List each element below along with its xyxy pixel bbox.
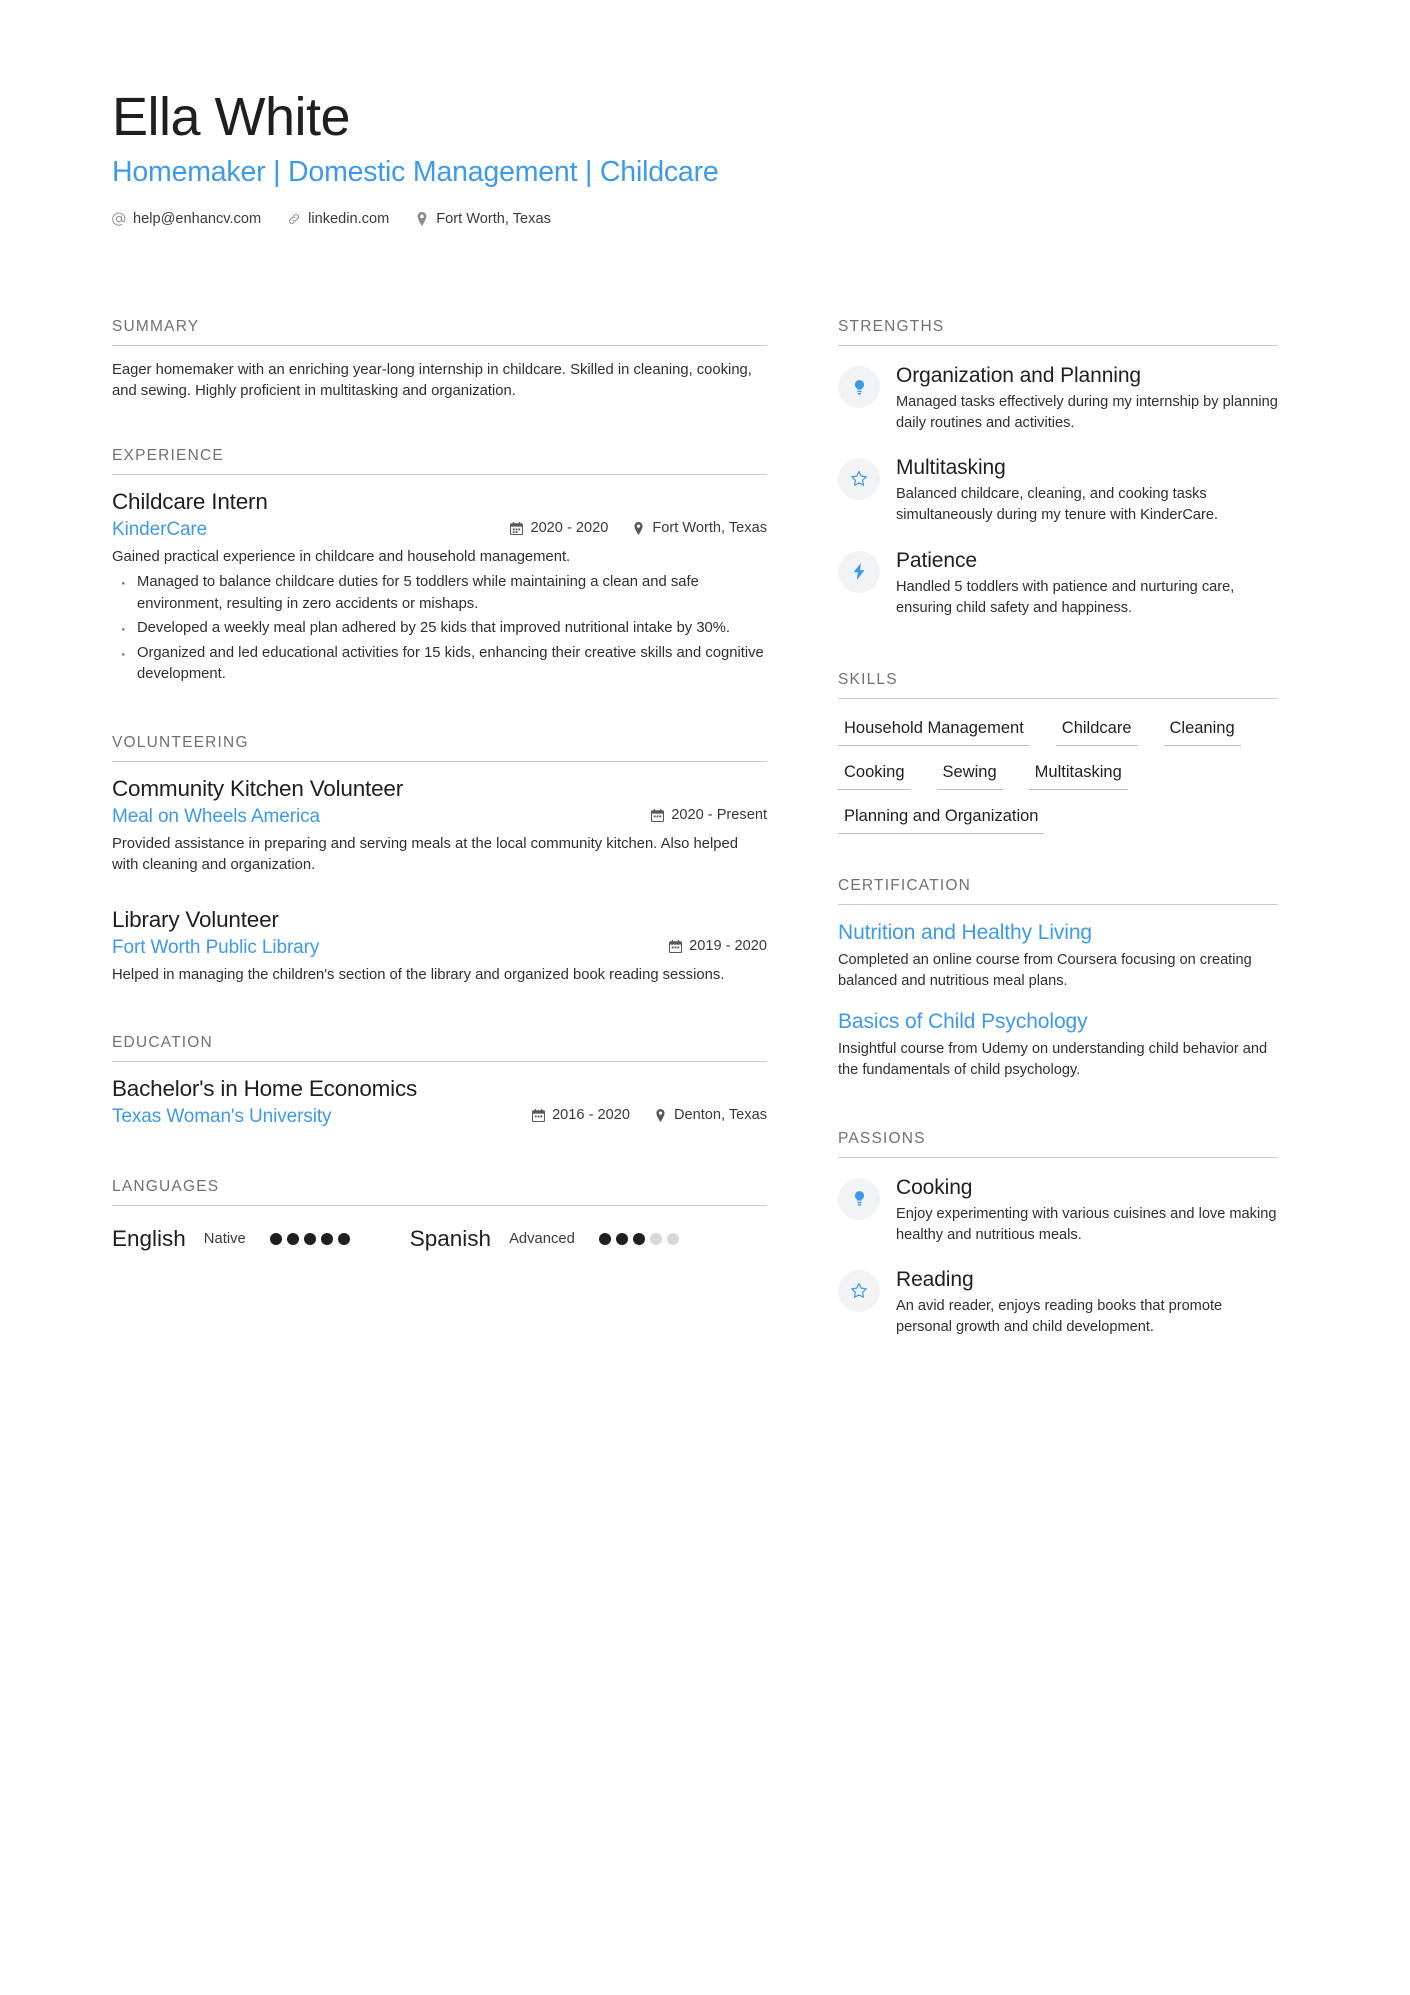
- contact-list: [112, 211, 1292, 227]
- strength-text: Balanced childcare, cleaning, and cooking tasks simultaneously during my tenure with KinderCare.: [896, 486, 1219, 524]
- experience-meta: [112, 519, 767, 541]
- passion-text: An avid reader, enjoys reading books that promote personal growth and child development.: [896, 1297, 1223, 1336]
- language-level: Native: [203, 1230, 246, 1247]
- education-date: [532, 1107, 630, 1123]
- volunteering-date: [651, 807, 767, 823]
- experience-organization[interactable]: KinderCare: [112, 518, 208, 540]
- skill-chip: Household Management: [838, 715, 1030, 746]
- education-meta: [112, 1106, 767, 1128]
- bulb-icon: [838, 1178, 880, 1220]
- language-item: [410, 1226, 679, 1252]
- skill-chip: Cleaning: [1164, 715, 1241, 746]
- resume-header: [112, 88, 1292, 227]
- section-education: [112, 1034, 767, 1128]
- rating-dot: [338, 1233, 350, 1245]
- certification-title[interactable]: Nutrition and Healthy Living: [838, 920, 1093, 944]
- experience-role: Childcare Intern: [112, 488, 268, 514]
- experience-bullets: [112, 572, 767, 685]
- candidate-headline: Homemaker | Domestic Management | Childcare: [112, 156, 719, 189]
- list-item: · Managed to balance childcare duties for 5 toddlers while maintaining a clean and safe environment, resulting in zero accidents or mishaps.: [112, 572, 767, 615]
- passion-title: Cooking: [896, 1175, 973, 1199]
- contact-email-text: help@enhancv.com: [133, 211, 262, 228]
- skill-chip: Cooking: [838, 759, 911, 790]
- calendar-icon: [651, 809, 664, 822]
- list-item: · Organized and led educational activities for 15 kids, enhancing their creative skills and cognitive development.: [112, 643, 767, 686]
- strength-text: Handled 5 toddlers with patience and nurturing care, ensuring child safety and happiness.: [896, 578, 1235, 616]
- at-icon: [112, 212, 126, 226]
- contact-email[interactable]: [112, 211, 261, 227]
- skill-chip: Planning and Organization: [838, 803, 1044, 834]
- volunteering-organization[interactable]: Fort Worth Public Library: [112, 936, 320, 958]
- rating-dot-empty: [650, 1233, 662, 1245]
- volunteering-entry: [112, 776, 767, 877]
- star-icon: [838, 458, 880, 500]
- calendar-icon: [669, 940, 682, 953]
- strength-item: [838, 456, 1278, 526]
- rating-dot: [287, 1233, 299, 1245]
- rating-dot: [616, 1233, 628, 1245]
- passion-title: Reading: [896, 1267, 974, 1291]
- location-icon: [654, 1109, 667, 1122]
- language-rating: [599, 1233, 679, 1245]
- contact-linkedin[interactable]: [287, 211, 389, 227]
- section-title-passions: PASSIONS: [838, 1130, 1278, 1158]
- section-passions: [838, 1130, 1278, 1339]
- education-location: [654, 1107, 767, 1123]
- star-icon: [838, 1270, 880, 1312]
- section-title-education: EDUCATION: [112, 1034, 767, 1062]
- volunteering-meta: [112, 806, 767, 828]
- passion-item: [838, 1176, 1278, 1246]
- volunteering-role: Library Volunteer: [112, 906, 279, 932]
- rating-dot: [304, 1233, 316, 1245]
- location-icon: [632, 522, 645, 535]
- education-degree: Bachelor's in Home Economics: [112, 1075, 418, 1101]
- certification-text: Completed an online course from Coursera focusing on creating balanced and nutritious meal plans.: [838, 951, 1252, 990]
- strength-title: Organization and Planning: [896, 364, 1142, 387]
- rating-dot: [633, 1233, 645, 1245]
- calendar-icon: [510, 522, 523, 535]
- volunteering-date: [669, 938, 767, 954]
- certification-item: [838, 1010, 1278, 1081]
- location-icon: [415, 212, 429, 226]
- certification-text: Insightful course from Udemy on understanding child behavior and the fundamentals of child psychology.: [838, 1041, 1268, 1079]
- contact-location-text: Fort Worth, Texas: [436, 211, 551, 228]
- experience-location: [632, 520, 767, 536]
- link-icon: [287, 212, 301, 226]
- volunteering-entry: [112, 907, 767, 986]
- section-title-skills: SKILLS: [838, 671, 1278, 699]
- section-languages: [112, 1178, 767, 1252]
- rating-dot: [321, 1233, 333, 1245]
- language-name: English: [112, 1225, 186, 1251]
- list-item: · Developed a weekly meal plan adhered by 25 kids that improved nutritional intake by 30%.: [112, 618, 767, 639]
- education-entry: [112, 1076, 767, 1128]
- section-certification: [838, 877, 1278, 1082]
- bolt-icon: [838, 551, 880, 593]
- certification-item: [838, 921, 1278, 992]
- language-rating: [270, 1233, 350, 1245]
- skill-list: [838, 699, 1278, 847]
- bulb-icon: [838, 366, 880, 408]
- section-experience: [112, 447, 767, 686]
- language-level: Advanced: [509, 1230, 575, 1247]
- contact-location: [415, 211, 551, 227]
- volunteering-description: Provided assistance in preparing and serving meals at the local community kitchen. Also helped with cleaning and organization.: [112, 835, 738, 874]
- language-list: [112, 1206, 767, 1252]
- summary-text: Eager homemaker with an enriching year-long internship in childcare. Skilled in cleaning, cooking, and sewing. Highly proficient in multitasking and organization.: [112, 362, 752, 400]
- skill-chip: Childcare: [1056, 715, 1138, 746]
- passion-item: [838, 1268, 1278, 1338]
- skill-chip: Multitasking: [1029, 759, 1128, 790]
- calendar-icon: [532, 1109, 545, 1122]
- certification-title[interactable]: Basics of Child Psychology: [838, 1010, 1088, 1034]
- education-date-text: 2016 - 2020: [552, 1107, 630, 1124]
- experience-description: Gained practical experience in childcare and household management.: [112, 548, 571, 565]
- rating-dot: [270, 1233, 282, 1245]
- rating-dot-empty: [667, 1233, 679, 1245]
- volunteering-organization[interactable]: Meal on Wheels America: [112, 805, 320, 827]
- section-title-volunteering: VOLUNTEERING: [112, 734, 767, 762]
- candidate-name: Ella White: [112, 87, 351, 147]
- experience-entry: [112, 489, 767, 686]
- section-summary: [112, 318, 767, 403]
- volunteering-date-text: 2020 - Present: [671, 807, 767, 824]
- strength-text: Managed tasks effectively during my internship by planning daily routines and activities.: [896, 394, 1278, 432]
- section-volunteering: [112, 734, 767, 986]
- education-school[interactable]: Texas Woman's University: [112, 1105, 332, 1127]
- section-title-experience: EXPERIENCE: [112, 447, 767, 475]
- section-title-certification: CERTIFICATION: [838, 877, 1278, 905]
- experience-location-text: Fort Worth, Texas: [652, 520, 767, 537]
- passion-text: Enjoy experimenting with various cuisines and love making healthy and nutritious meals.: [896, 1205, 1277, 1243]
- right-column: [838, 318, 1278, 1360]
- rating-dot: [599, 1233, 611, 1245]
- section-title-strengths: STRENGTHS: [838, 318, 1278, 346]
- language-name: Spanish: [409, 1225, 492, 1251]
- contact-linkedin-text: linkedin.com: [308, 211, 390, 228]
- volunteering-description: Helped in managing the children's section of the library and organized book reading sessions.: [112, 966, 725, 983]
- volunteering-date-text: 2019 - 2020: [689, 938, 767, 955]
- volunteering-meta: [112, 937, 767, 959]
- strength-title: Patience: [896, 548, 977, 572]
- section-title-languages: LANGUAGES: [112, 1178, 767, 1206]
- strength-item: [838, 364, 1278, 434]
- skill-chip: Sewing: [937, 759, 1003, 790]
- section-strengths: [838, 318, 1278, 619]
- section-title-summary: SUMMARY: [112, 318, 767, 346]
- experience-date: [510, 520, 608, 536]
- strength-item: [838, 549, 1278, 619]
- strength-title: Multitasking: [896, 456, 1006, 480]
- experience-date-text: 2020 - 2020: [530, 520, 609, 537]
- left-column: [112, 318, 767, 1252]
- language-item: [112, 1226, 350, 1252]
- section-skills: [838, 671, 1278, 847]
- education-location-text: Denton, Texas: [673, 1107, 767, 1124]
- volunteering-role: Community Kitchen Volunteer: [112, 775, 404, 801]
